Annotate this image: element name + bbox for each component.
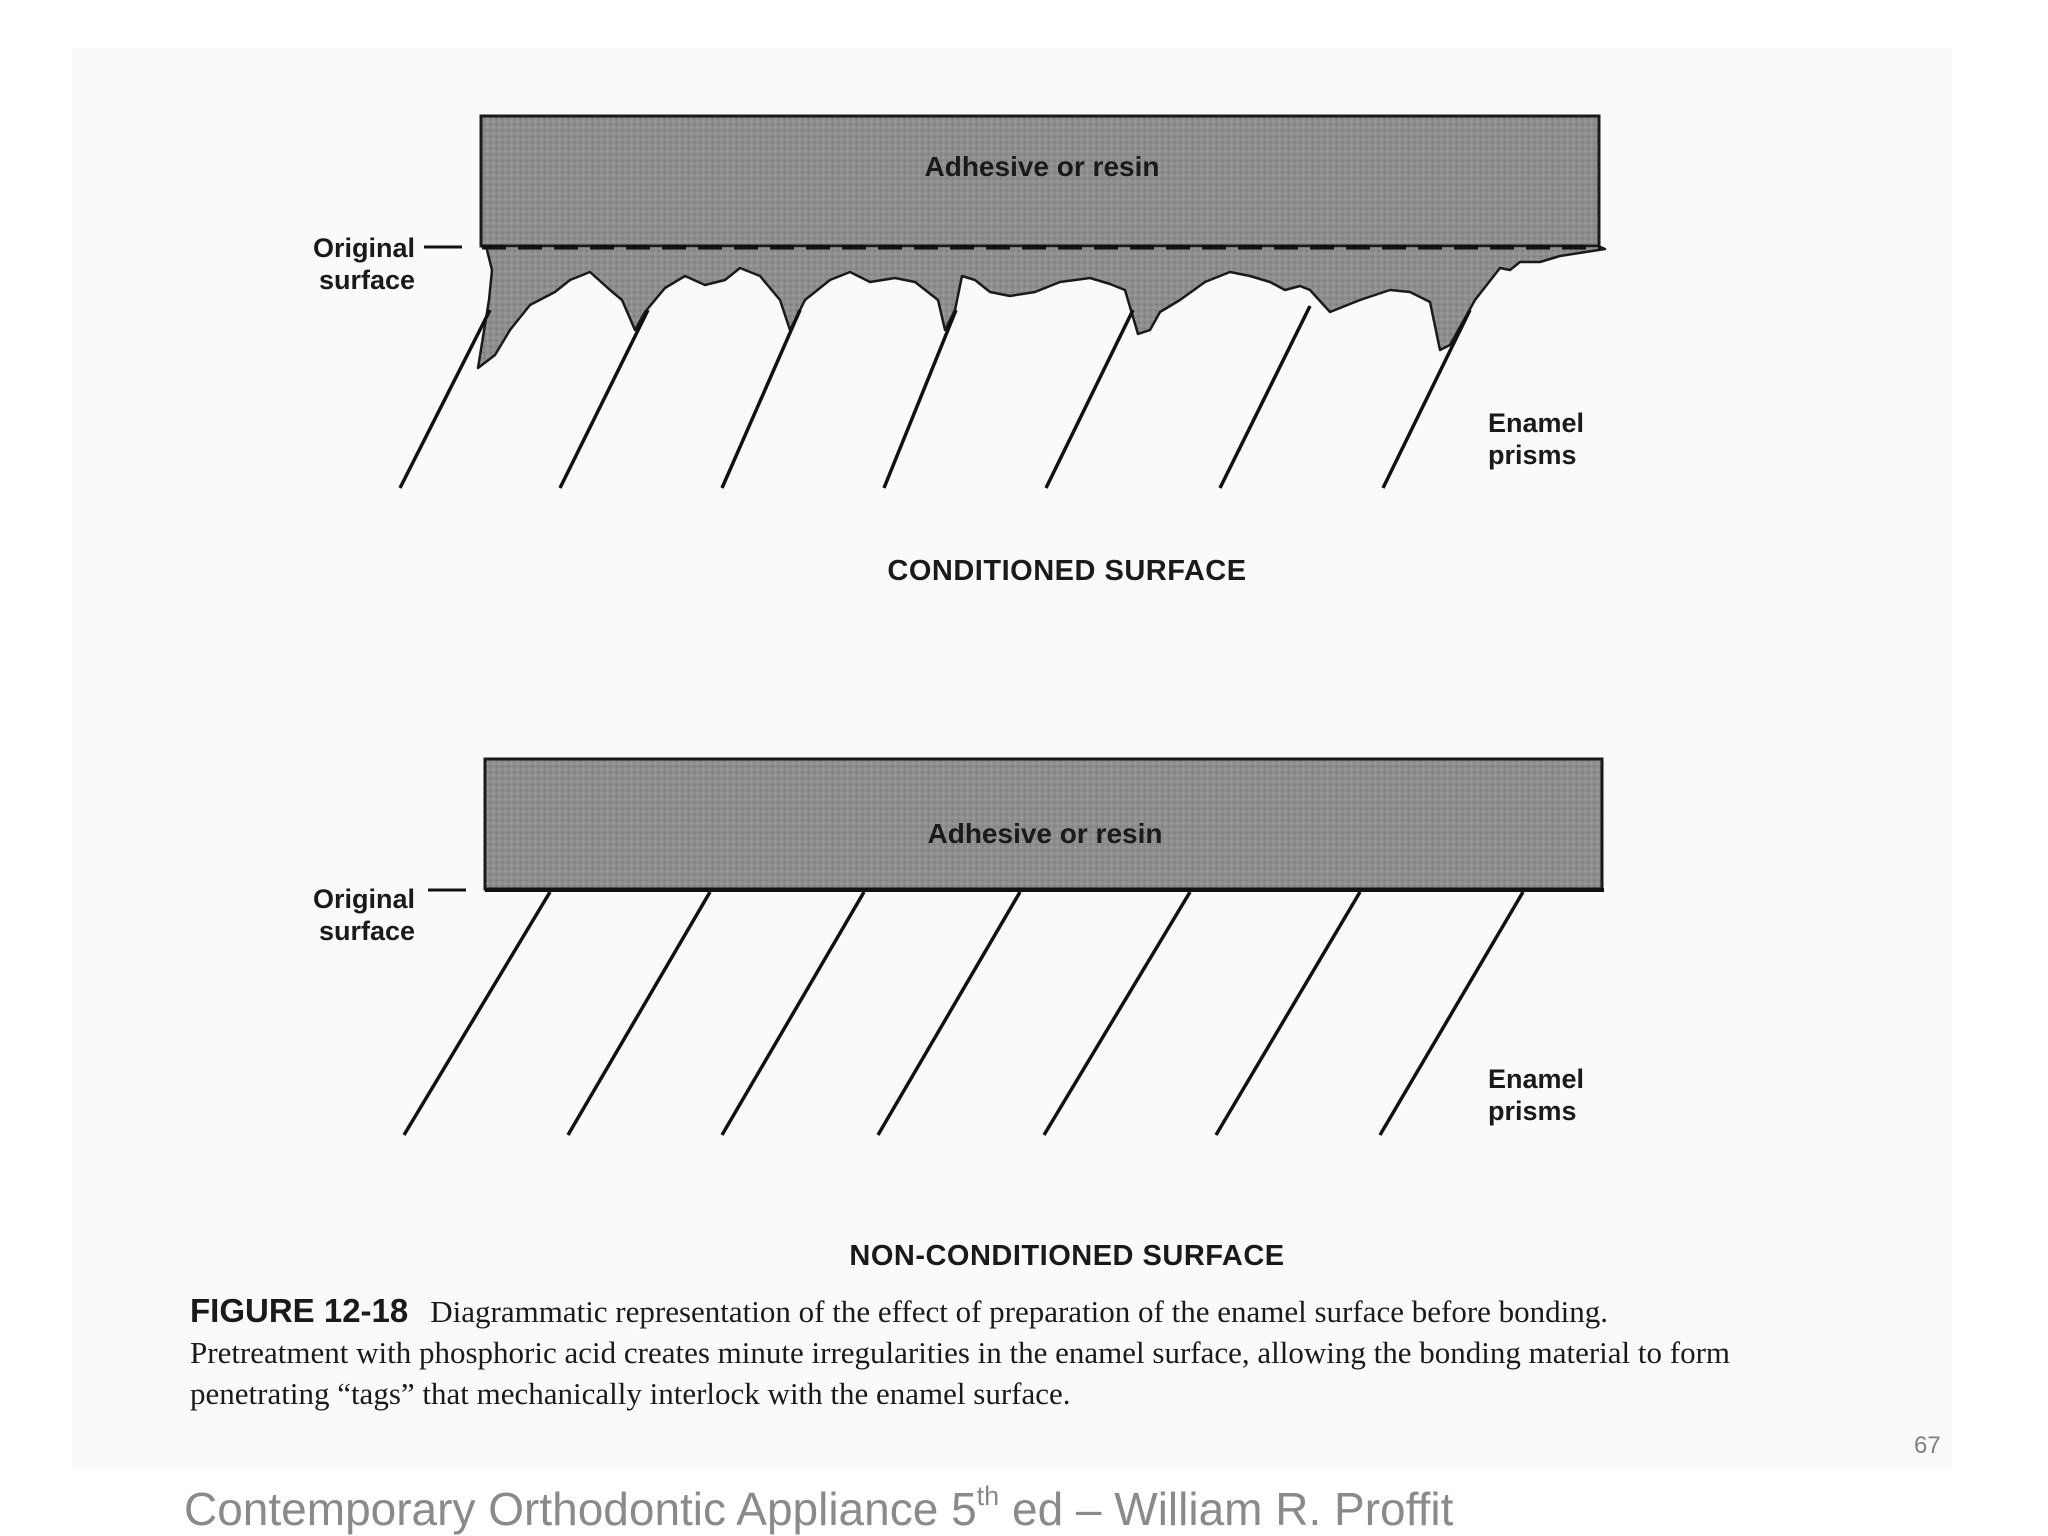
enamel-prisms-top <box>400 306 1470 488</box>
enamel-prism <box>1216 892 1360 1135</box>
resin-label-bottom: Adhesive or resin <box>927 818 1163 849</box>
figure-number: FIGURE 12-18 <box>190 1292 409 1329</box>
enamel-prism <box>722 892 864 1135</box>
resin-tags <box>478 246 1605 368</box>
enamel-prism <box>560 310 648 488</box>
enamel-prisms-bottom <box>404 892 1523 1135</box>
enamel-prism <box>1220 306 1310 488</box>
page-number: 67 <box>1914 1432 1941 1459</box>
enamel-prisms-label-top: Enamel prisms <box>1488 408 1585 470</box>
figure-caption <box>190 1290 1750 1414</box>
source-citation <box>184 1482 1453 1536</box>
enamel-prism <box>722 310 800 488</box>
enamel-prism <box>400 310 490 488</box>
enamel-prism <box>1046 310 1133 488</box>
citation-superscript: th <box>976 1481 1000 1511</box>
enamel-prism <box>878 892 1020 1135</box>
original-surface-label-top: Original surface <box>312 233 415 295</box>
resin-label-top: Adhesive or resin <box>924 151 1160 182</box>
citation-title: Contemporary Orthodontic Appliance 5 <box>184 1483 977 1535</box>
enamel-prism <box>568 892 710 1135</box>
enamel-prism <box>1044 892 1190 1135</box>
enamel-prism <box>1383 310 1470 488</box>
conditioned-surface-heading: CONDITIONED SURFACE <box>887 555 1247 587</box>
non-conditioned-surface-heading: NON-CONDITIONED SURFACE <box>849 1240 1285 1272</box>
non-conditioned-surface-panel <box>404 759 1604 1135</box>
caption-text: Diagrammatic representation of the effect of preparation of the enamel surface before bonding. Pretreatment with phosphoric acid creates minute irregularities in the enamel surface, allowing the bonding material to form penetrating “tags” that mechanically interlock with the enamel surface. <box>190 1294 1731 1411</box>
enamel-prism <box>884 310 956 488</box>
enamel-prisms-label-bottom: Enamel prisms <box>1488 1064 1585 1126</box>
original-surface-label-bottom: Original surface <box>312 884 415 946</box>
citation-author: ed – William R. Proffit <box>999 1483 1454 1535</box>
enamel-prism <box>404 892 550 1135</box>
